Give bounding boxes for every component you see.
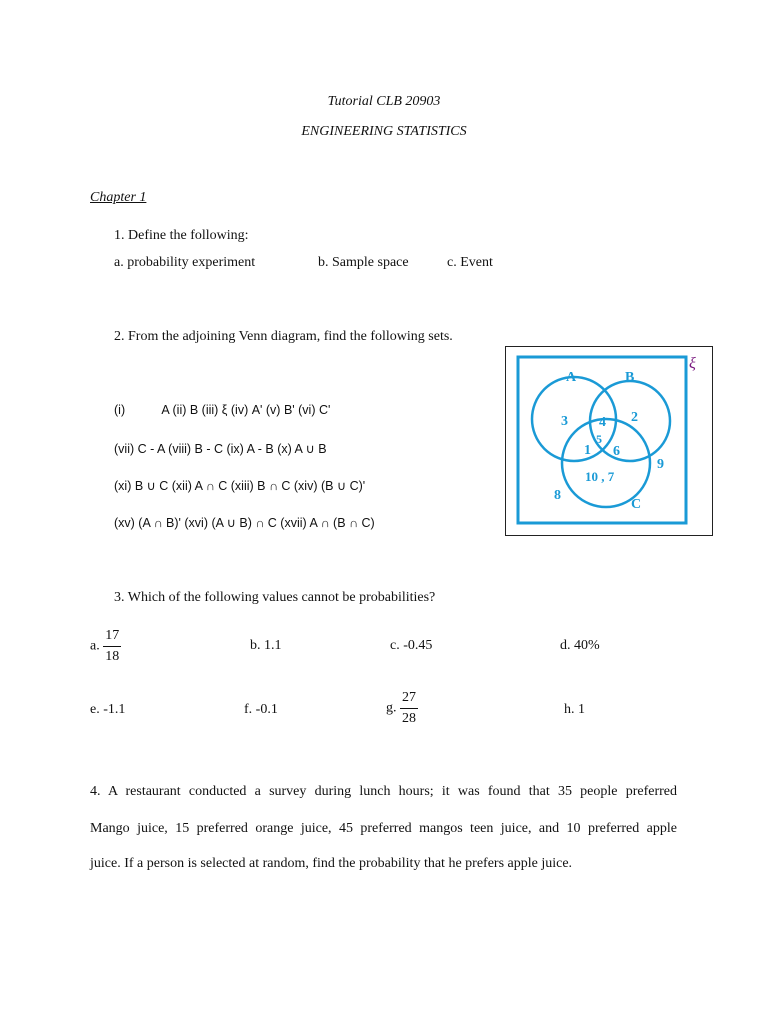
- region-ab: 4: [599, 415, 606, 430]
- q2-line-1-numeral: (i): [114, 403, 126, 417]
- region-bc: 6: [613, 444, 620, 459]
- region-outside-left: 8: [554, 488, 561, 503]
- region-outside-right: 9: [657, 457, 664, 472]
- venn-diagram: [506, 347, 712, 535]
- region-b-only: 2: [631, 410, 638, 425]
- q1-item-a: a. probability experiment: [114, 255, 256, 270]
- q3-option-b: b. 1.1: [250, 638, 282, 653]
- universal-set-symbol: ξ: [689, 355, 696, 372]
- q3-option-g-numerator: 27: [400, 688, 418, 709]
- q2-line-1-rest: A (ii) B (iii) ξ (iv) A' (v) B' (vi) C': [161, 403, 331, 417]
- q2-line-1: [114, 403, 330, 417]
- q3-option-f: f. -0.1: [244, 702, 278, 717]
- chapter-heading: Chapter 1: [90, 190, 147, 205]
- q3-option-d: d. 40%: [560, 638, 600, 653]
- course-title: Tutorial CLB 20903: [327, 94, 441, 109]
- q4-line-3: juice. If a person is selected at random, find the probability that he prefers apple juice.: [90, 856, 573, 871]
- q3-prompt: 3. Which of the following values cannot be probabilities?: [114, 590, 436, 605]
- label-b: B: [625, 370, 635, 385]
- subject-title: ENGINEERING STATISTICS: [301, 124, 467, 139]
- q4-line-2: Mango juice, 15 preferred orange juice, 45 preferred mangos teen juice, and 10 preferred apple: [90, 821, 677, 836]
- q3-option-c: c. -0.45: [390, 638, 433, 653]
- universal-set-box: [518, 357, 686, 523]
- circle-c: [562, 419, 650, 507]
- q4-line-1: 4. A restaurant conducted a survey during lunch hours; it was found that 35 people preferred: [90, 784, 677, 799]
- q3-option-g-denominator: 28: [402, 711, 416, 726]
- region-abc: 5: [596, 432, 602, 446]
- region-ac: 1: [584, 443, 591, 458]
- q2-prompt: 2. From the adjoining Venn diagram, find the following sets.: [114, 329, 453, 344]
- q3-option-e: e. -1.1: [90, 702, 126, 717]
- label-c: C: [631, 497, 642, 512]
- q2-line-2: (vii) C - A (viii) B - C (ix) A - B (x) A ∪ B: [114, 442, 327, 456]
- q3-option-a-numerator: 17: [103, 626, 121, 647]
- q3-option-a-denominator: 18: [105, 649, 120, 664]
- q3-option-g-label: g.: [386, 700, 397, 716]
- q3-option-g: [386, 688, 418, 729]
- q2-line-4: (xv) (A ∩ B)' (xvi) (A ∪ B) ∩ C (xvii) A ∩ (B ∩ C): [114, 516, 375, 530]
- q1-prompt: 1. Define the following:: [114, 228, 249, 243]
- q3-option-a: [90, 626, 121, 667]
- region-a-only: 3: [561, 414, 568, 429]
- q3-option-g-fraction: [400, 688, 418, 729]
- label-a: A: [566, 370, 577, 385]
- q3-option-a-fraction: [103, 626, 121, 667]
- q3-option-a-label: a.: [90, 638, 100, 654]
- q2-line-3: (xi) B ∪ C (xii) A ∩ C (xiii) B ∩ C (xiv) (B ∪ C)': [114, 479, 366, 493]
- q3-option-h: h. 1: [564, 702, 585, 717]
- q1-item-c: c. Event: [447, 255, 493, 270]
- venn-diagram-frame: [505, 346, 713, 536]
- q1-item-b: b. Sample space: [318, 255, 409, 270]
- region-c-only: 10 , 7: [585, 469, 615, 484]
